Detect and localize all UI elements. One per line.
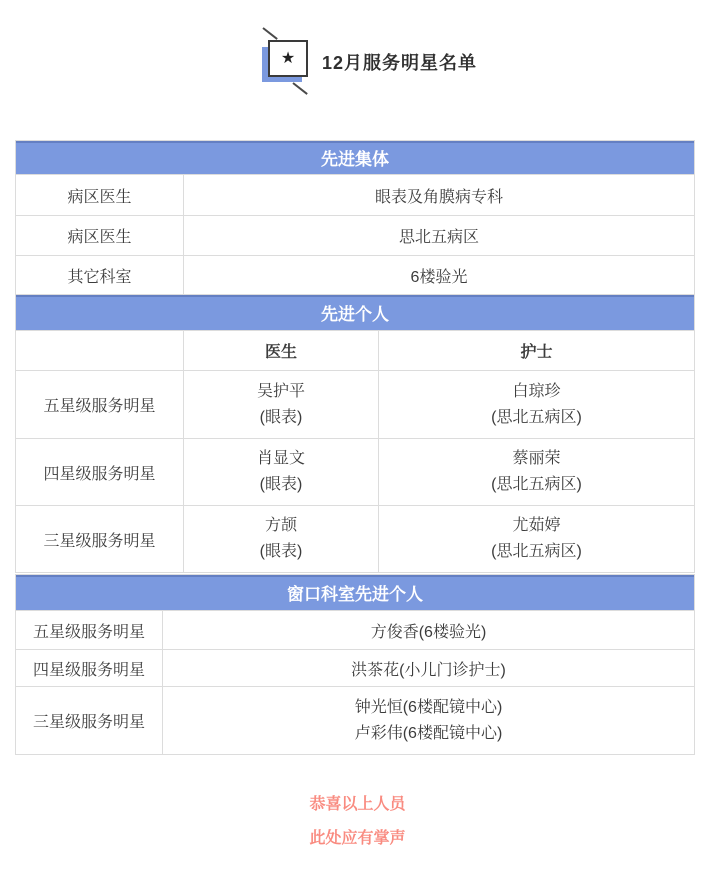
star-glyph: ★: [280, 49, 296, 67]
nurse-cell: [379, 371, 695, 439]
page-title: 12月服务明星名单: [322, 53, 478, 73]
nurse-name: 尤茹婷: [512, 517, 561, 534]
footer-line-1: 恭喜以上人员: [309, 796, 406, 813]
doctor-dept: (眼表): [259, 408, 303, 426]
doctor-name: 吴护平: [256, 382, 305, 400]
doctor-name: 肖显文: [256, 450, 305, 467]
column-header-nurse: 护士: [379, 331, 695, 371]
doctor-cell: [184, 371, 379, 439]
winner-line: 卢彩伟(6楼配镜中心): [354, 724, 503, 742]
section-header-window-label: 窗口科室先进个人: [16, 575, 695, 611]
nurse-name: 蔡丽荣: [512, 450, 561, 467]
column-header-empty: [16, 331, 184, 371]
column-header-doctor: 医生: [184, 331, 379, 371]
row-value: 洪茶花(小儿门诊护士): [163, 650, 695, 687]
footer-line-2: 此处应有掌声: [309, 830, 406, 847]
row-value: 思北五病区: [184, 216, 695, 256]
doctor-dept: (眼表): [259, 476, 303, 493]
nurse-cell: [379, 506, 695, 573]
window-departments-table: [15, 574, 695, 755]
doctor-name: 方颉: [264, 517, 297, 534]
row-label: 四星级服务明星: [16, 439, 184, 506]
row-label: 其它科室: [16, 256, 184, 295]
column-header-row: [16, 331, 695, 371]
table-row: [16, 371, 695, 439]
table-row: [16, 506, 695, 573]
table-row: [16, 256, 695, 295]
row-value: [163, 687, 695, 755]
advanced-table: [15, 140, 695, 573]
row-value: 6楼验光: [184, 256, 695, 295]
section-header-individuals: [16, 295, 695, 331]
section-header-individuals-label: 先进个人: [16, 295, 695, 331]
row-label: 四星级服务明星: [16, 650, 163, 687]
row-value: 方俊香(6楼验光): [163, 611, 695, 650]
winner-line: 钟光恒(6楼配镜中心): [354, 698, 503, 716]
decorative-slash-bottom: [292, 82, 307, 95]
table-row: [16, 216, 695, 256]
doctor-cell: [184, 506, 379, 573]
doctor-dept: (眼表): [259, 543, 303, 560]
table-row: [16, 687, 695, 755]
row-label: 五星级服务明星: [16, 371, 184, 439]
nurse-cell: [379, 439, 695, 506]
star-icon: [268, 40, 308, 77]
row-label: 三星级服务明星: [16, 506, 184, 573]
nurse-name: 白琼珍: [512, 382, 561, 400]
section-header-groups: [16, 141, 695, 175]
table-row: [16, 650, 695, 687]
doctor-cell: [184, 439, 379, 506]
decorative-slash-top: [262, 27, 277, 40]
nurse-dept: (思北五病区): [491, 543, 582, 560]
row-label: 三星级服务明星: [16, 687, 163, 755]
table-row: [16, 175, 695, 216]
row-label: 五星级服务明星: [16, 611, 163, 650]
nurse-dept: (思北五病区): [491, 408, 582, 426]
footer-congrats: [0, 794, 715, 862]
table-row: [16, 611, 695, 650]
table-row: [16, 439, 695, 506]
row-value: 眼表及角膜病专科: [184, 175, 695, 216]
section-header-window: [16, 575, 695, 611]
row-label: 病区医生: [16, 216, 184, 256]
row-label: 病区医生: [16, 175, 184, 216]
nurse-dept: (思北五病区): [491, 476, 582, 493]
section-header-groups-label: 先进集体: [16, 141, 695, 175]
